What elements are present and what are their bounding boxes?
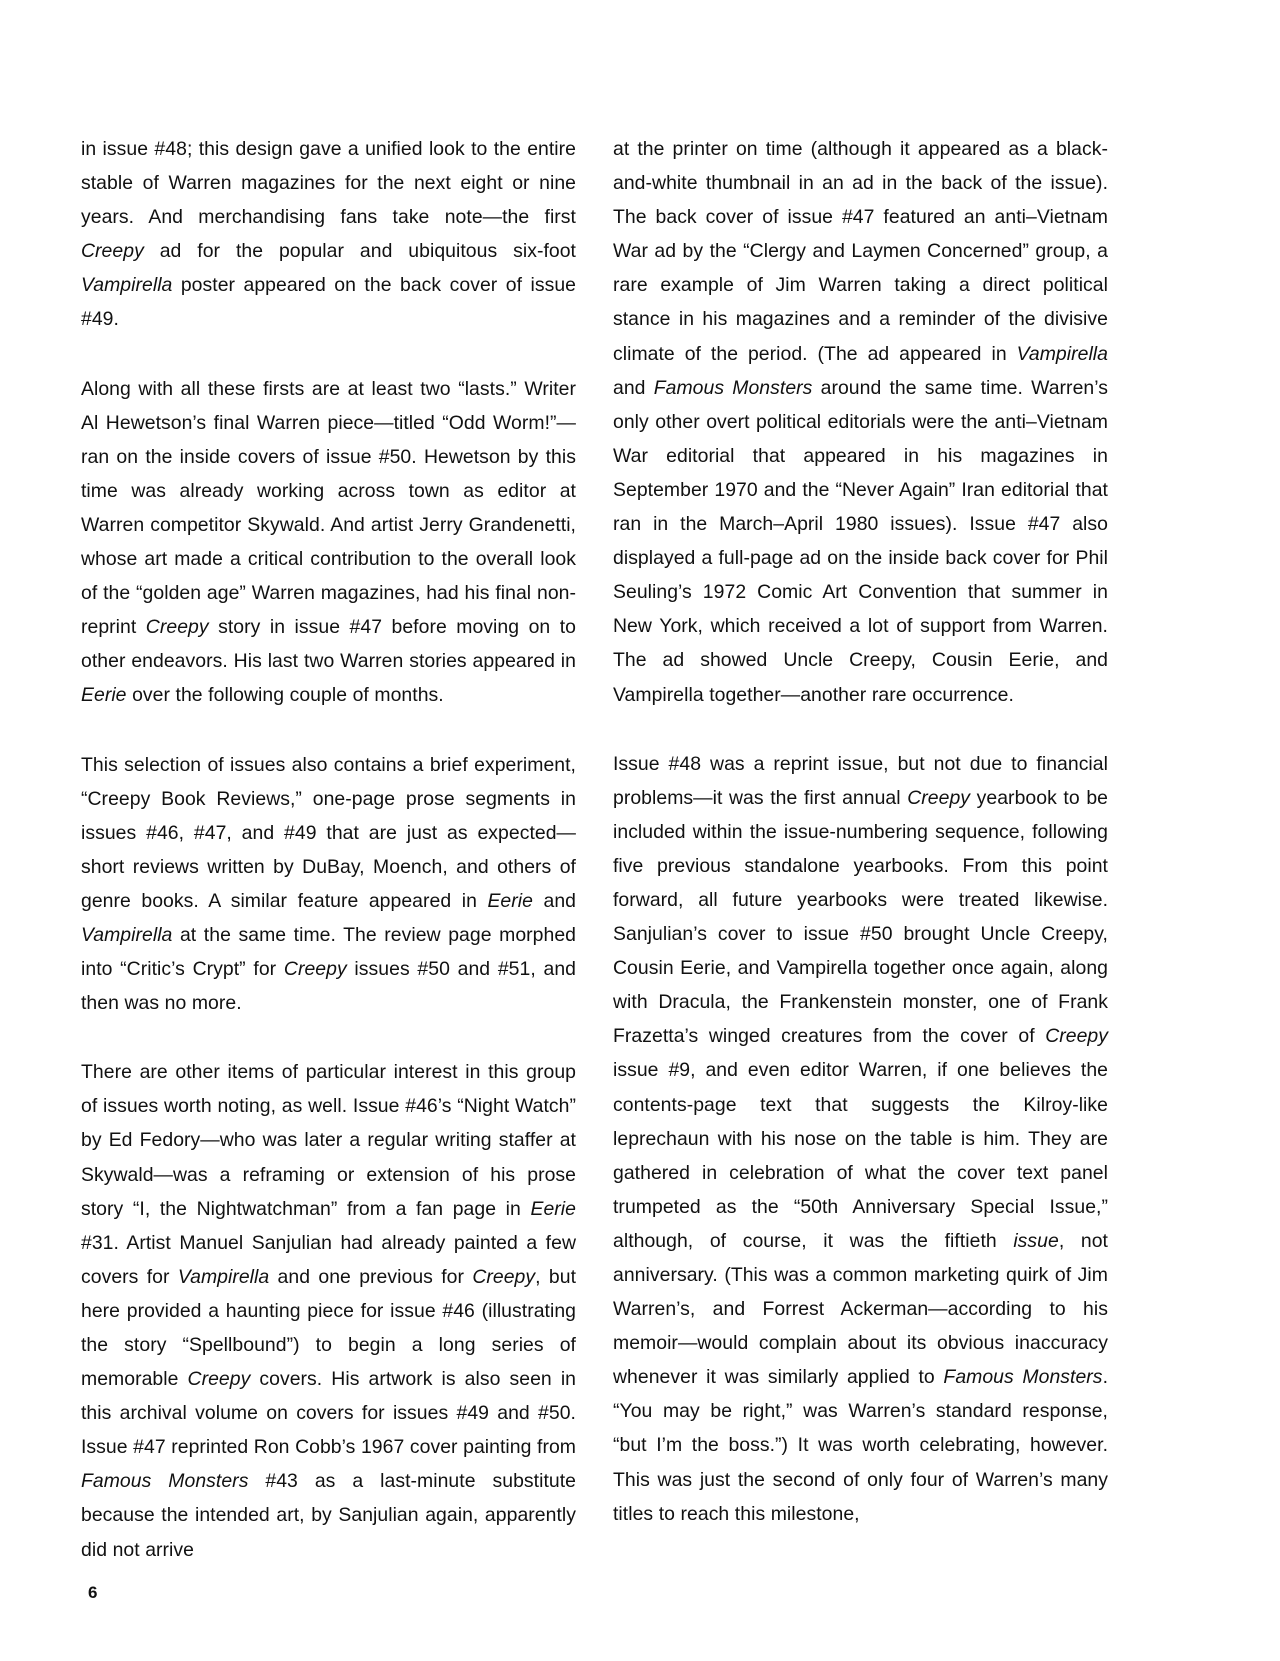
two-column-text-body <box>81 132 1121 1561</box>
paragraph: at the printer on time (although it appeared as a black-and-white thumbnail in an ad in the back of the issue). The back cover of issue #47 featured an anti–Vietnam War ad by the “Clergy and Laymen Concerned” group, a rare example of Jim Warren taking a direct political stance in his magazines and a reminder of the divisive climate of the period. (The ad appeared in Vampirella and Famous Monsters around the same time. Warren’s only other overt political editorials were the anti–Vietnam War editorial that appeared in his magazines in September 1970 and the “Never Again” Iran editorial that ran in the March–April 1980 issues). Issue #47 also displayed a full-page ad on the inside back cover for Phil Seuling’s 1972 Comic Art Convention that summer in New York, which received a lot of support from Warren. The ad showed Uncle Creepy, Cousin Eerie, and Vampirella together—another rare occurrence. <box>613 138 1108 706</box>
paragraph: Along with all these firsts are at least two “lasts.” Writer Al Hewetson’s final Warren piece—titled “Odd Worm!”—ran on the inside covers of issue #50. Hewetson by this time was already working across town as editor at Warren competitor Skywald. And artist Jerry Grandenetti, whose art made a critical contribution to the overall look of the “golden age” Warren magazines, had his final non-reprint Creepy story in issue #47 before moving on to other endeavors. His last two Warren stories appeared in Eerie over the following couple of months. <box>81 377 576 707</box>
paragraph: in issue #48; this design gave a unified look to the entire stable of Warren magazines for the next eight or nine years. And merchandising fans take note—the first Creepy ad for the popular and ubiquitous six-foot Vampirella poster appeared on the back cover of issue #49. <box>81 138 576 331</box>
paragraph: There are other items of particular interest in this group of issues worth noting, as well. Issue #46’s “Night Watch” by Ed Fedory—who was later a regular writing staffer at Skywald—was a reframing or extension of his prose story “I, the Nightwatchman” from a fan page in Eerie #31. Artist Manuel Sanjulian had already painted a few covers for Vampirella and one previous for Creepy, but here provided a haunting piece for issue #46 (illustrating the story “Spellbound”) to begin a long series of memorable Creepy covers. His artwork is also seen in this archival volume on covers for issues #49 and #50. Issue #47 reprinted Ron Cobb’s 1967 cover painting from Famous Monsters #43 as a last-minute substitute because the intended art, by Sanjulian again, apparently did not arrive <box>81 1061 577 1561</box>
left-text-column <box>81 132 577 1561</box>
paragraph: Issue #48 was a reprint issue, but not due to financial problems—it was the first annual Creepy yearbook to be included within the issue-numbering sequence, following five previous standalone yearbooks. From this point forward, all future yearbooks were treated likewise. Sanjulian’s cover to issue #50 brought Uncle Creepy, Cousin Eerie, and Vampirella together once again, along with Dracula, the Frankenstein monster, one of Frank Frazetta’s winged creatures from the cover of Creepy issue #9, and even editor Warren, if one believes the contents-page text that suggests the Kilroy-like leprechaun with his nose on the table is him. They are gathered in celebration of what the cover text panel trumpeted as the “50th Anniversary Special Issue,” although, of course, it was the fiftieth issue, not anniversary. (This was a common marketing quirk of Jim Warren’s, and Forrest Ackerman—according to his memoir—would complain about its obvious inaccuracy whenever it was similarly applied to Famous Monsters. “You may be right,” was Warren’s standard response, “but I’m the boss.”) It was worth celebrating, however. This was just the second of only four of Warren’s many titles to reach this milestone, <box>613 752 1108 1525</box>
right-text-column <box>613 132 1108 1525</box>
paragraph: This selection of issues also contains a brief experiment, “Creepy Book Reviews,” one-page prose segments in issues #46, #47, and #49 that are just as expected—short reviews written by DuBay, Moench, and others of genre books. A similar feature appeared in Eerie and Vampirella at the same time. The review page morphed into “Critic’s Crypt” for Creepy issues #50 and #51, and then was no more. <box>81 753 576 1015</box>
page-number: 6 <box>88 1583 98 1602</box>
